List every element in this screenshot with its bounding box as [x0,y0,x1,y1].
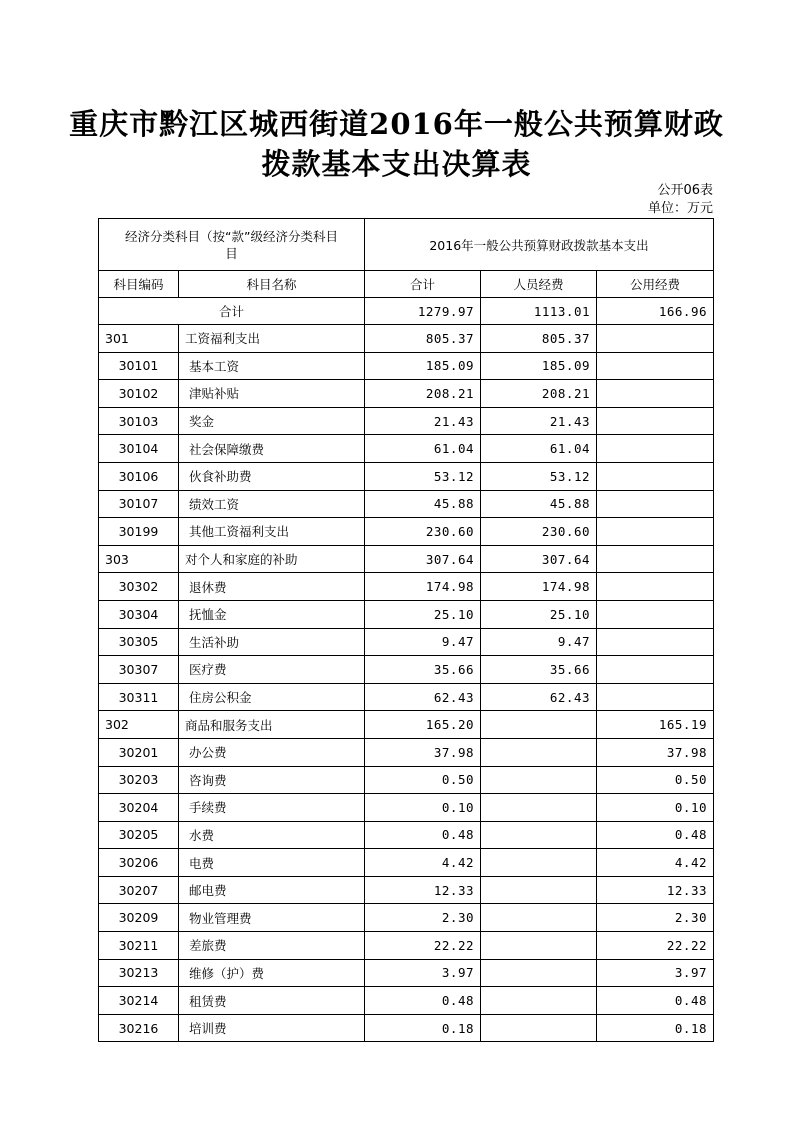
row-personnel: 21.43 [481,407,597,435]
row-public: 2.30 [597,904,714,932]
report-title-line-2: 拨款基本支出决算表 [261,147,532,181]
row-code: 303 [99,545,179,573]
row-name: 工资福利支出 [179,325,365,353]
row-public [597,573,714,601]
row-public: 0.10 [597,794,714,822]
grand-total-amount: 1279.97 [365,298,481,325]
row-personnel [481,821,597,849]
row-personnel [481,904,597,932]
table-row [99,711,714,739]
code-header: 科目编码 [99,271,179,298]
row-name: 退休费 [179,573,365,601]
econ-class-header-text: 经济分类科目（按“款”级经济分类科目 [125,228,338,244]
table-row [99,1014,714,1042]
row-name: 物业管理费 [179,904,365,932]
row-name: 邮电费 [179,876,365,904]
row-code: 30107 [99,490,179,518]
row-personnel: 230.60 [481,518,597,546]
row-code: 30106 [99,462,179,490]
row-name: 办公费 [179,738,365,766]
row-total: 805.37 [365,325,481,353]
row-total: 0.48 [365,821,481,849]
row-total: 307.64 [365,545,481,573]
row-total: 62.43 [365,683,481,711]
table-number: 公开06表 [657,183,713,198]
row-total: 9.47 [365,628,481,656]
table-row [99,959,714,987]
row-code: 30311 [99,683,179,711]
row-public: 4.42 [597,849,714,877]
row-public [597,683,714,711]
table-row [99,849,714,877]
row-name: 手续费 [179,794,365,822]
row-code: 30205 [99,821,179,849]
report-title-line-1: 重庆市黔江区城西街道2016年一般公共预算财政 [69,107,724,141]
row-code: 30214 [99,987,179,1015]
row-code: 30103 [99,407,179,435]
row-name: 生活补助 [179,628,365,656]
table-row [99,380,714,408]
table-row [99,987,714,1015]
expenditure-table [98,218,714,1042]
row-code: 301 [99,325,179,353]
row-total: 0.50 [365,766,481,794]
row-code: 30204 [99,794,179,822]
row-code: 30305 [99,628,179,656]
header-row-2 [99,271,714,298]
row-total: 53.12 [365,462,481,490]
row-name: 津贴补贴 [179,380,365,408]
row-code: 30104 [99,435,179,463]
row-total: 185.09 [365,352,481,380]
personnel-header: 人员经费 [481,271,597,298]
table-row [99,738,714,766]
econ-class-header [99,219,365,271]
row-name: 差旅费 [179,932,365,960]
row-public [597,628,714,656]
row-personnel: 805.37 [481,325,597,353]
row-name: 培训费 [179,1014,365,1042]
row-code: 30304 [99,600,179,628]
row-public: 3.97 [597,959,714,987]
row-name: 奖金 [179,407,365,435]
row-public: 165.19 [597,711,714,739]
row-total: 35.66 [365,656,481,684]
row-public [597,518,714,546]
row-name: 绩效工资 [179,490,365,518]
table-row [99,545,714,573]
table-row [99,518,714,546]
table-row [99,573,714,601]
row-name: 住房公积金 [179,683,365,711]
table-row [99,352,714,380]
row-total: 4.42 [365,849,481,877]
row-public: 0.48 [597,987,714,1015]
expense-group-header: 2016年一般公共预算财政拨款基本支出 [365,219,714,271]
row-total: 61.04 [365,435,481,463]
row-total: 0.10 [365,794,481,822]
row-code: 30201 [99,738,179,766]
row-public [597,435,714,463]
row-name: 抚恤金 [179,600,365,628]
row-public [597,490,714,518]
row-public [597,380,714,408]
row-total: 230.60 [365,518,481,546]
row-personnel [481,766,597,794]
row-total: 208.21 [365,380,481,408]
row-total: 2.30 [365,904,481,932]
name-header: 科目名称 [179,271,365,298]
row-total: 22.22 [365,932,481,960]
row-name: 其他工资福利支出 [179,518,365,546]
row-code: 30302 [99,573,179,601]
row-code: 30207 [99,876,179,904]
table-row [99,766,714,794]
row-name: 水费 [179,821,365,849]
row-personnel: 35.66 [481,656,597,684]
row-personnel [481,738,597,766]
row-personnel: 62.43 [481,683,597,711]
row-code: 30203 [99,766,179,794]
row-public [597,407,714,435]
row-code: 302 [99,711,179,739]
row-public: 0.48 [597,821,714,849]
row-code: 30199 [99,518,179,546]
row-name: 伙食补助费 [179,462,365,490]
row-personnel: 185.09 [481,352,597,380]
econ-class-header-tail: 目 [225,245,238,261]
row-personnel: 25.10 [481,600,597,628]
total-header: 合计 [365,271,481,298]
row-code: 30307 [99,656,179,684]
row-name: 对个人和家庭的补助 [179,545,365,573]
grand-total-row [99,298,714,325]
table-row [99,490,714,518]
row-total: 37.98 [365,738,481,766]
row-code: 30213 [99,959,179,987]
row-name: 维修（护）费 [179,959,365,987]
table-row [99,325,714,353]
row-total: 165.20 [365,711,481,739]
grand-total-label: 合计 [99,298,365,325]
row-personnel: 174.98 [481,573,597,601]
row-personnel: 45.88 [481,490,597,518]
row-public: 22.22 [597,932,714,960]
row-total: 0.18 [365,1014,481,1042]
grand-total-personnel: 1113.01 [481,298,597,325]
row-code: 30211 [99,932,179,960]
row-personnel: 208.21 [481,380,597,408]
table-row [99,656,714,684]
public-header: 公用经费 [597,271,714,298]
row-personnel [481,959,597,987]
row-public [597,600,714,628]
row-personnel [481,876,597,904]
row-personnel [481,1014,597,1042]
row-total: 3.97 [365,959,481,987]
row-name: 商品和服务支出 [179,711,365,739]
row-code: 30206 [99,849,179,877]
table-row [99,904,714,932]
row-code: 30102 [99,380,179,408]
row-code: 30101 [99,352,179,380]
row-name: 医疗费 [179,656,365,684]
row-public [597,656,714,684]
row-total: 21.43 [365,407,481,435]
row-total: 45.88 [365,490,481,518]
row-name: 租赁费 [179,987,365,1015]
row-personnel: 53.12 [481,462,597,490]
row-public: 0.50 [597,766,714,794]
table-row [99,600,714,628]
table-row [99,628,714,656]
row-personnel [481,987,597,1015]
row-name: 基本工资 [179,352,365,380]
header-row-1 [99,219,714,271]
row-personnel: 9.47 [481,628,597,656]
table-row [99,407,714,435]
table-row [99,876,714,904]
row-public [597,325,714,353]
table-row [99,683,714,711]
row-total: 0.48 [365,987,481,1015]
row-personnel [481,849,597,877]
table-row [99,794,714,822]
row-name: 社会保障缴费 [179,435,365,463]
row-code: 30209 [99,904,179,932]
table-row [99,435,714,463]
row-public [597,462,714,490]
table-row [99,821,714,849]
row-code: 30216 [99,1014,179,1042]
row-public [597,352,714,380]
row-total: 174.98 [365,573,481,601]
row-personnel [481,794,597,822]
row-public: 0.18 [597,1014,714,1042]
row-public [597,545,714,573]
grand-total-public: 166.96 [597,298,714,325]
table-row [99,462,714,490]
table-row [99,932,714,960]
row-personnel [481,932,597,960]
row-public: 12.33 [597,876,714,904]
row-personnel: 61.04 [481,435,597,463]
row-total: 25.10 [365,600,481,628]
row-name: 电费 [179,849,365,877]
row-personnel [481,711,597,739]
row-name: 咨询费 [179,766,365,794]
row-personnel: 307.64 [481,545,597,573]
unit-label: 单位：万元 [647,201,713,216]
row-total: 12.33 [365,876,481,904]
row-public: 37.98 [597,738,714,766]
